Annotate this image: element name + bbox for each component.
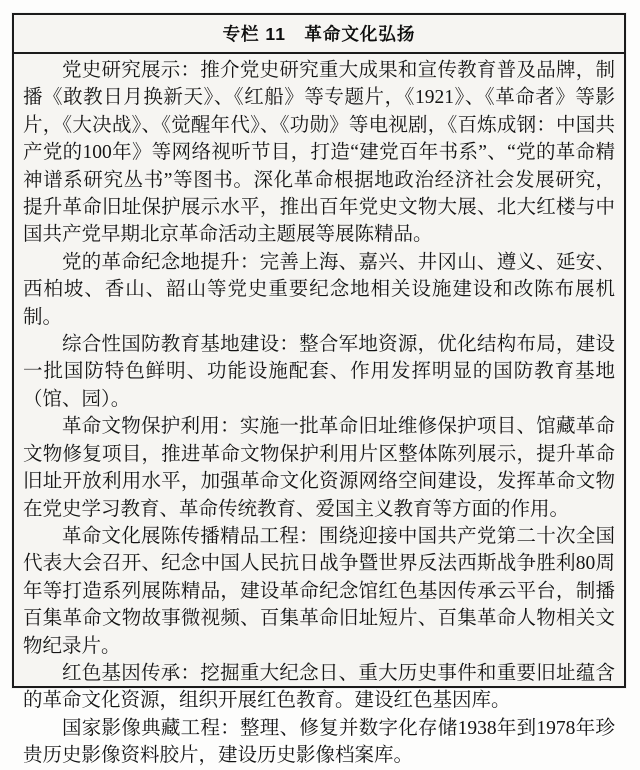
column-box [12,13,626,767]
column-body [14,54,624,770]
paragraph-revolutionary-relics-protection: 革命文物保护利用：实施一批革命旧址维修保护项目、馆藏革命文物修复项目，推进革命文物保护利用片区整体陈列展示，提升革命旧址开放利用水平，加强革命文化资源网络空间建设，发挥革命文物在党史学习教育、革命传统教育、爱国主义教育等方面的作用。 [23,416,615,520]
column-title: 专栏 11 革命文化弘扬 [14,15,624,54]
paragraph-exhibition-dissemination-project: 革命文化展陈传播精品工程：围绕迎接中国共产党第二十次全国代表大会召开、纪念中国人民抗日战争暨世界反法西斯战争胜利80周年等打造系列展陈精品，建设革命纪念馆红色基因传承云平台，制播百集革命文物故事微视频、百集革命旧址短片、百集革命人物相关文物纪录片。 [23,525,615,657]
paragraph-memorial-sites-upgrade: 党的革命纪念地提升：完善上海、嘉兴、井冈山、遵义、延安、西柏坡、香山、韶山等党史重要纪念地相关设施建设和改陈布展机制。 [23,251,615,328]
paragraph-red-gene-inheritance: 红色基因传承：挖掘重大纪念日、重大历史事件和重要旧址蕴含的革命文化资源，组织开展红色教育。建设红色基因库。 [23,662,615,712]
paragraph-party-history-research: 党史研究展示：推介党史研究重大成果和宣传教育普及品牌，制播《敢教日月换新天》、《红船》等专题片，《1921》、《革命者》等影片，《大决战》、《觉醒年代》、《功勋》等电视剧，《百炼成钢：中国共产党的100年》等网络视听节目，打造“建党百年书系”、“党的革命精神谱系研究丛书”等图书。深化革命根据地政治经济社会发展研究，提升革命旧址保护展示水平，推出百年党史文物大展、北大红楼与中国共产党早期北京革命活动主题展等展陈精品。 [23,60,615,246]
paragraph-defense-education-bases: 综合性国防教育基地建设：整合军地资源，优化结构布局，建设一批国防特色鲜明、功能设施配套、作用发挥明显的国防教育基地（馆、园）。 [23,334,615,410]
paragraph-national-image-archive-project: 国家影像典藏工程：整理、修复并数字化存储1938年到1978年珍贵历史影像资料胶片，建设历史影像档案库。 [23,717,615,767]
